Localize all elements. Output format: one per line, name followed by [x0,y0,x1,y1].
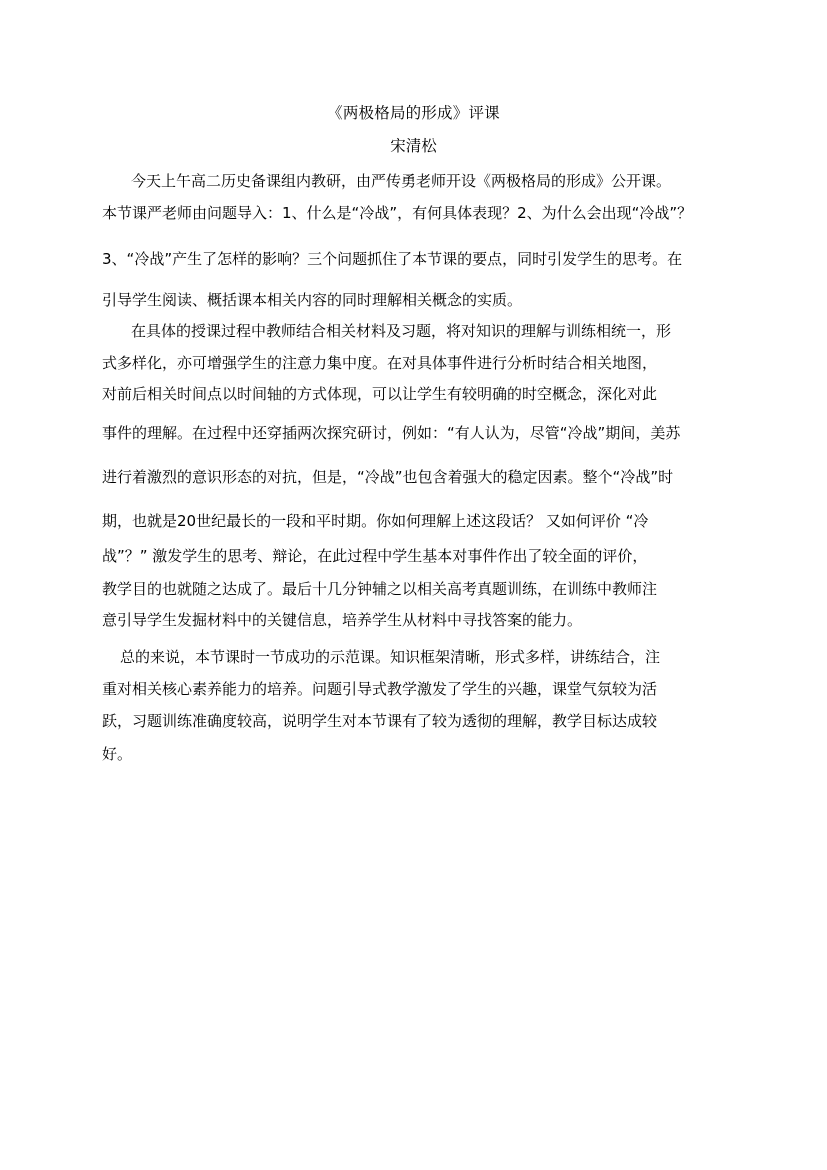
body-line: 重对相关核心素养能力的培养。问题引导式教学激发了学生的兴趣，课堂气氛较为活 [102,680,658,698]
body-line: 式多样化，亦可增强学生的注意力集中度。在对具体事件进行分析时结合相关地图， [102,354,658,372]
body-line: 跃，习题训练准确度较高，说明学生对本节课有了较为透彻的理解，教学目标达成较 [102,712,658,730]
body-line: 3、“冷战”产生了怎样的影响？三个问题抓住了本节课的要点，同时引发学生的思考。在 [102,250,683,268]
body-line: 教学目的也就随之达成了。最后十几分钟辅之以相关高考真题训练，在训练中教师注 [102,580,658,598]
body-line: 进行着激烈的意识形态的对抗，但是，“冷战”也包含着强大的稳定因素。整个“冷战”时 [102,468,674,486]
document-author: 宋清松 [390,137,437,155]
body-line: 好。 [102,745,133,763]
body-line: 意引导学生发掘材料中的关键信息，培养学生从材料中寻找答案的能力。 [102,611,583,629]
document-title: 《两极格局的形成》评课 [327,104,500,122]
body-line: 总的来说，本节课时一节成功的示范课。知识框架清晰，形式多样，讲练结合，注 [120,648,661,666]
body-line: 本节课严老师由问题导入：1、什么是“冷战”，有何具体表现？2、为什么会出现“冷战”？ [102,204,693,222]
body-line: 今天上午高二历史备课组内教研，由严传勇老师开设《两极格局的形成》公开课。 [131,172,672,190]
body-line: 引导学生阅读、概括课本相关内容的同时理解相关概念的实质。 [102,291,523,309]
body-line: 期，也就是20世纪最长的一段和平时期。你如何理解上述这段话？ 又如何评价 “冷 [102,512,649,530]
body-line: 战”？” 激发学生的思考、辩论，在此过程中学生基本对事件作出了较全面的评价， [102,547,648,565]
body-line: 事件的理解。在过程中还穿插两次探究研讨，例如：“有人认为，尽管“冷战”期间，美苏 [102,424,681,442]
body-line: 在具体的授课过程中教师结合相关材料及习题，将对知识的理解与训练相统一，形 [131,322,672,340]
body-line: 对前后相关时间点以时间轴的方式体现，可以让学生有较明确的时空概念，深化对此 [102,385,658,403]
